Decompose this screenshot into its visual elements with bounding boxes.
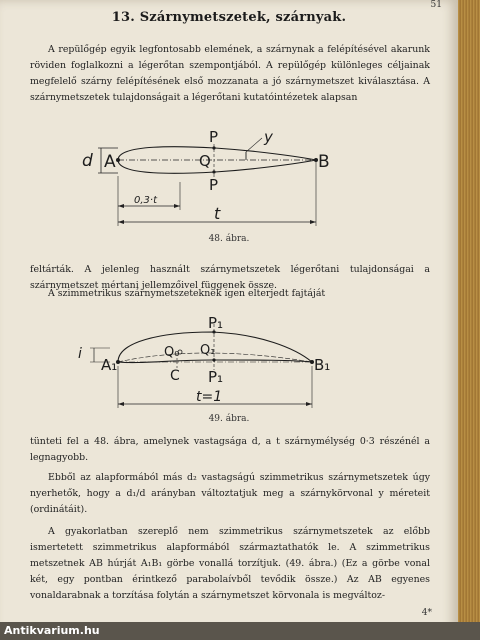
fig49-label-A1: A₁ — [101, 356, 118, 374]
fig48-y-leader — [246, 138, 262, 152]
fig49-label-P1-top: P₁ — [208, 314, 224, 332]
fig48-point-A — [116, 158, 120, 162]
fig48-label-y: y — [264, 128, 273, 146]
fig48-label-P-bottom: P — [209, 176, 219, 194]
signature-mark: 4* — [421, 608, 432, 618]
fig48-label-A: A — [104, 152, 116, 172]
fig49-label-Q0: Q₀ — [164, 345, 180, 360]
figure-49 — [0, 310, 458, 414]
figure-49-caption: 49. ábra. — [208, 414, 250, 424]
fig48-arrow-t-left — [118, 220, 124, 224]
book-page-edges — [458, 0, 480, 640]
fig48-label-Q: Q — [199, 152, 211, 170]
fig48-label-P-top: P — [209, 128, 219, 146]
fig48-point-P-bottom — [212, 170, 215, 173]
fig48-label-B: B — [318, 152, 330, 172]
fig49-label-P1-bottom: P₁ — [208, 368, 224, 386]
paragraph-nonsymmetric: A gyakorlatban szereplő nem szimmetrikus szárnymetszetek az előbb ismertetett szimmetrikus alapformából származtathatók le. A szimmetrikus metszetnek AB húrját A₁B₁ görbe vonallá torzítjuk. (49. ábra.) (Ez a görbe vonal két, egy pontban érintkező parabolaívből tevődik össze.) Az AB egyenes vonaldarabnak a torzítása folytán a szárnymetszet körvonala is megváltoz- — [30, 526, 430, 601]
figure-48 — [0, 126, 458, 236]
paragraph-intro: A repülőgép egyik legfontosabb elemének, a szárnynak a felépítésével akarunk röviden foglalkozni a légerőtan szempontjából. A repülőgép különleges céljainak megfelelő szárny felépítésének első mozzanata a jó szárnymetszet kiválasztása. A szárnymetszetek tulajdonságait a légerőtani kutatóintézetek alapsan — [30, 44, 430, 103]
fig49-label-C: C — [170, 368, 180, 384]
fig49-label-i: i — [78, 346, 82, 362]
fig48-arrow-03t-right — [174, 204, 180, 208]
fig49-label-B1: B₁ — [314, 356, 331, 374]
fig49-label-Q1: Q₁ — [200, 343, 216, 358]
fig49-label-t: t=1 — [196, 389, 223, 405]
figure-48-caption: 48. ábra. — [208, 234, 250, 244]
fig49-arrow-t-left — [118, 402, 124, 406]
fig48-label-d: d — [82, 151, 93, 171]
fig49-arrow-t-right — [306, 402, 312, 406]
section-heading: 13. Szárnymetszetek, szárnyak. — [111, 10, 347, 25]
paragraph-fig48-ref: tünteti fel a 48. ábra, amelynek vastagsága d, a t szárnymélység 0·3 részénél a legnagyobb. — [30, 436, 430, 463]
fig48-label-03t: 0,3·t — [134, 195, 158, 206]
page-number: 51 — [430, 0, 442, 10]
paragraph-findings: feltárták. A jelenleg használt szárnymetszetek légerőtani tulajdonságai a szárnymetszet mértani jellemzőivel függenek össze. — [30, 264, 430, 291]
fig48-arrow-03t-left — [118, 204, 124, 208]
fig48-label-t: t — [214, 204, 221, 223]
fig48-point-P-top — [212, 146, 215, 149]
paragraph-variants: Ebből az alapformából más d₂ vastagságú szimmetrikus szárnymetszetek úgy nyerhetők, hogy a d₁/d arányban változtatjuk meg a szárnykörvonal y méreteit (ordinátáit). — [30, 472, 430, 515]
fig49-point-P1-bottom — [212, 358, 215, 361]
paragraph-symmetric: A szimmetrikus szárnymetszeteknek igen elterjedt fajtáját — [48, 288, 326, 299]
fig48-arrow-t-right — [310, 220, 316, 224]
watermark-banner: Antikvarium.hu — [0, 622, 480, 640]
